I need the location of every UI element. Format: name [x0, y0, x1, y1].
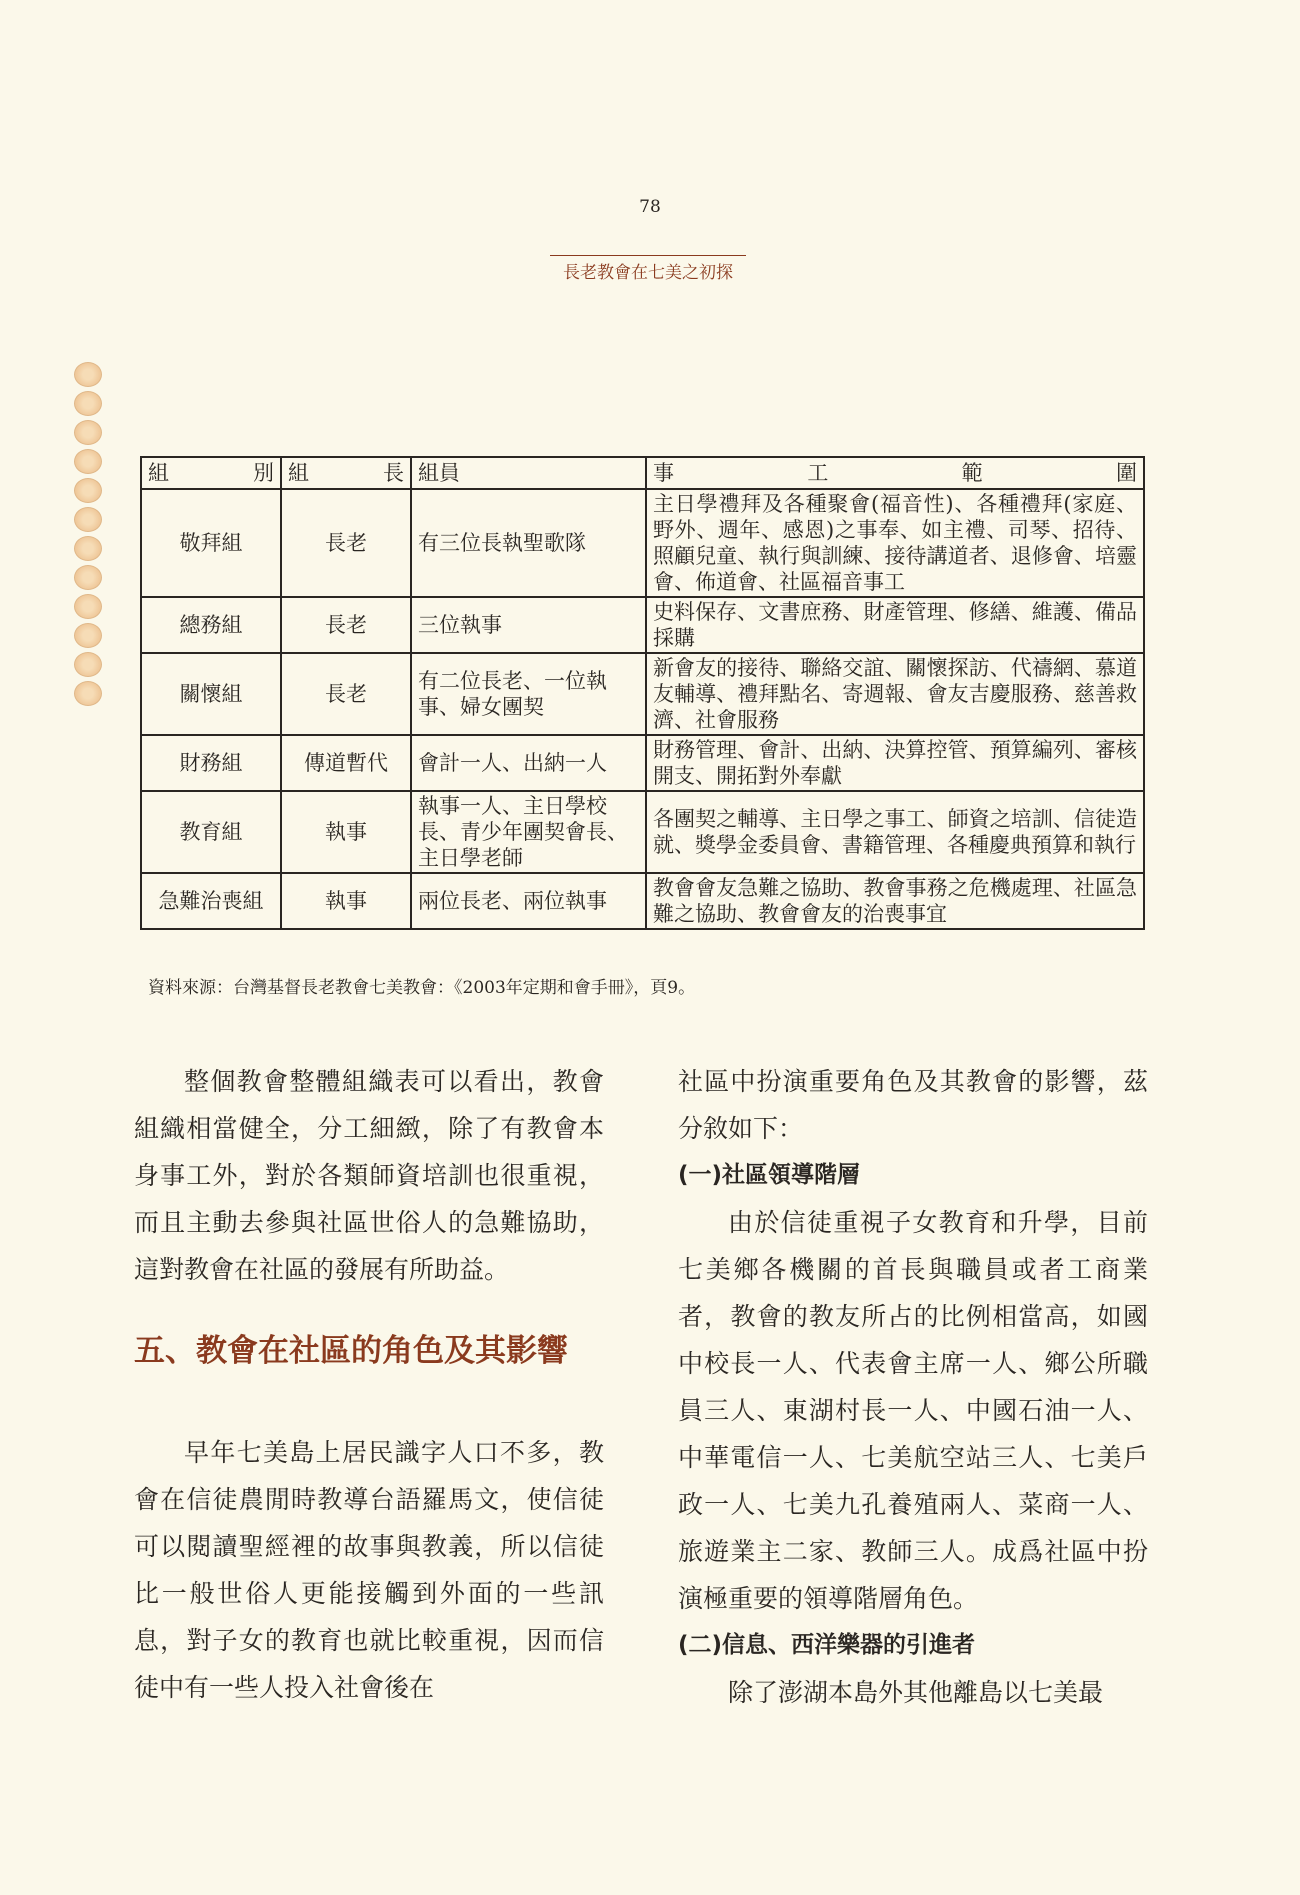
members-cell: 兩位長老、兩位執事: [411, 873, 646, 929]
leader-cell: 執事: [281, 791, 411, 873]
members-cell: 執事一人、主日學校長、青少年團契會長、主日學老師: [411, 791, 646, 873]
left-column: [134, 1058, 604, 1711]
bead-icon: [74, 623, 102, 648]
running-head: 長老教會在七美之初探: [550, 255, 746, 283]
paragraph: 由於信徒重視子女教育和升學，目前七美鄉各機關的首長與職員或者工商業者，教會的教友所占的比例相當高，如國中校長一人、代表會主席一人、鄉公所職員三人、東湖村長一人、中國石油一人、中華電信一人、七美航空站三人、七美戶政一人、七美九孔養殖兩人、菜商一人、旅遊業主二家、教師三人。成爲社區中扮演極重要的領導階層角色。: [678, 1208, 1148, 1613]
section-title: 五、教會在社區的角色及其影響: [134, 1333, 568, 1369]
members-cell: 會計一人、出納一人: [411, 735, 646, 791]
table-row: [141, 791, 1144, 873]
table-row: [141, 653, 1144, 735]
table-row: [141, 597, 1144, 653]
table-row: [141, 735, 1144, 791]
scope-cell: 新會友的接待、聯絡交誼、關懷探訪、代禱網、慕道友輔導、禮拜點名、寄週報、會友吉慶服務、慈善救濟、社會服務: [646, 653, 1144, 735]
group-cell: 教育組: [141, 791, 281, 873]
paragraph: 早年七美島上居民識字人口不多，教會在信徒農閒時教導台語羅馬文，使信徒可以閱讀聖經裡的故事與教義，所以信徒比一般世俗人更能接觸到外面的一些訊息，對子女的教育也就比較重視，因而信徒中有一些人投入社會後在: [134, 1438, 604, 1702]
members-cell: 有三位長執聖歌隊: [411, 489, 646, 597]
leader-cell: 長老: [281, 489, 411, 597]
header-leader: [281, 457, 411, 489]
bead-icon: [74, 478, 102, 503]
subsection-heading: (一)社區領導階層: [678, 1162, 861, 1188]
scope-cell: 各團契之輔導、主日學之事工、師資之培訓、信徒造就、獎學金委員會、書籍管理、各種慶典預算和執行: [646, 791, 1144, 873]
header-text: 長: [383, 461, 404, 485]
scope-cell: 教會會友急難之協助、教會事務之危機處理、社區急難之協助、教會會友的治喪事宜: [646, 873, 1144, 929]
header-scope: [646, 457, 1144, 489]
header-text: 組: [288, 461, 309, 485]
bead-icon: [74, 362, 102, 387]
bead-icon: [74, 594, 102, 619]
leader-cell: 長老: [281, 597, 411, 653]
bead-icon: [74, 681, 102, 706]
table-row: [141, 489, 1144, 597]
scope-cell: 史料保存、文書庶務、財產管理、修繕、維護、備品採購: [646, 597, 1144, 653]
header-text: 事: [653, 461, 674, 485]
paragraph: 除了澎湖本島外其他離島以七美最: [728, 1678, 1104, 1707]
group-cell: 敬拜組: [141, 489, 281, 597]
leader-cell: 長老: [281, 653, 411, 735]
group-cell: 財務組: [141, 735, 281, 791]
organization-table: [140, 456, 1145, 930]
leader-cell: 傳道暫代: [281, 735, 411, 791]
bead-icon: [74, 449, 102, 474]
members-cell: 三位執事: [411, 597, 646, 653]
group-cell: 關懷組: [141, 653, 281, 735]
group-cell: 急難治喪組: [141, 873, 281, 929]
bead-icon: [74, 565, 102, 590]
bead-icon: [74, 507, 102, 532]
bead-icon: [74, 536, 102, 561]
header-text: 圍: [1115, 461, 1137, 485]
header-text: 別: [253, 461, 274, 485]
paragraph: 整個教會整體組織表可以看出，教會組織相當健全，分工細緻，除了有教會本身事工外，對於各類師資培訓也很重視，而且主動去參與社區世俗人的急難協助，這對教會在社區的發展有所助益。: [134, 1067, 604, 1284]
header-text: 工: [807, 461, 829, 485]
table-header-row: [141, 457, 1144, 489]
scope-cell: 主日學禮拜及各種聚會(福音性)、各種禮拜(家庭、野外、週年、感恩)之事奉、如主禮、司琴、招待、照顧兒童、執行與訓練、接待講道者、退修會、培靈會、佈道會、社區福音事工: [646, 489, 1144, 597]
group-cell: 總務組: [141, 597, 281, 653]
header-group: [141, 457, 281, 489]
table-source-caption: 資料來源：台灣基督長老教會七美教會：《2003年定期和會手冊》，頁9。: [148, 978, 696, 998]
decorative-bead-ornament: [74, 362, 104, 710]
table-row: [141, 873, 1144, 929]
right-column: [678, 1058, 1148, 1716]
bead-icon: [74, 391, 102, 416]
scope-cell: 財務管理、會計、出納、決算控管、預算編列、審核開支、開拓對外奉獻: [646, 735, 1144, 791]
paragraph: 社區中扮演重要角色及其教會的影響，茲分敘如下：: [678, 1067, 1148, 1143]
header-members: 組員: [411, 457, 646, 489]
page-number: 78: [639, 197, 661, 217]
header-text: 組: [148, 461, 169, 485]
leader-cell: 執事: [281, 873, 411, 929]
bead-icon: [74, 420, 102, 445]
members-cell: 有二位長老、一位執事、婦女團契: [411, 653, 646, 735]
header-text: 範: [961, 461, 983, 485]
subsection-heading: (二)信息、西洋樂器的引進者: [678, 1632, 976, 1658]
bead-icon: [74, 652, 102, 677]
